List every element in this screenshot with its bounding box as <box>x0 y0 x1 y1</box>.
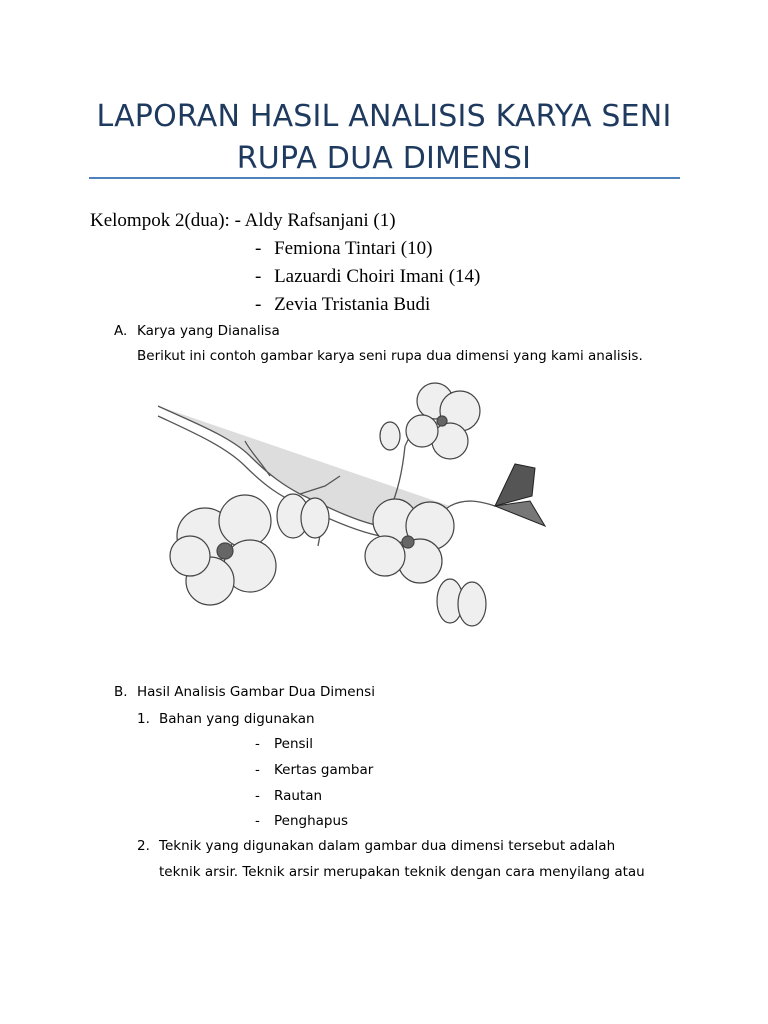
member-name: Femiona Tintari (10) <box>274 238 433 259</box>
member-name: Zevia Tristania Budi <box>274 294 431 315</box>
material-item: Kertas gambar <box>274 762 374 778</box>
member-dash: - <box>234 210 241 231</box>
item-1-number: 1. <box>137 711 150 727</box>
title-line-2: RUPA DUA DIMENSI <box>236 141 532 176</box>
list-dash: - <box>255 788 260 804</box>
member-dash: - <box>255 294 262 315</box>
member-dash: - <box>255 266 262 287</box>
member-line-2 <box>255 238 432 260</box>
member-dash: - <box>255 238 262 259</box>
item-2-text-line-2: teknik arsir. Teknik arsir merupakan teknik dengan cara menyilang atau <box>159 864 645 880</box>
member-line-1 <box>90 210 396 232</box>
list-dash: - <box>255 762 260 778</box>
flower-sketch-image <box>150 376 620 656</box>
list-dash: - <box>255 736 260 752</box>
list-dash: - <box>255 813 260 829</box>
member-name: Aldy Rafsanjani (1) <box>244 210 396 231</box>
member-line-3 <box>255 266 480 288</box>
cherry-blossom-drawing <box>150 376 620 656</box>
material-item: Pensil <box>274 736 314 752</box>
material-item: Penghapus <box>274 813 349 829</box>
title-line-1: LAPORAN HASIL ANALISIS KARYA SENI <box>96 99 672 134</box>
section-b-marker: B. <box>114 684 128 700</box>
section-b-heading: Hasil Analisis Gambar Dua Dimensi <box>137 684 375 700</box>
item-1-text: Bahan yang digunakan <box>159 711 315 727</box>
group-members <box>0 0 768 330</box>
item-2-text-line-1: Teknik yang digunakan dalam gambar dua dimensi tersebut adalah <box>159 838 616 854</box>
section-a-text: Berikut ini contoh gambar karya seni rupa dua dimensi yang kami analisis. <box>137 348 643 364</box>
member-name: Lazuardi Choiri Imani (14) <box>274 266 481 287</box>
item-2-number: 2. <box>137 838 150 854</box>
member-line-4 <box>255 294 430 316</box>
section-a-marker: A. <box>114 323 128 339</box>
material-item: Rautan <box>274 788 323 804</box>
group-label: Kelompok 2(dua): <box>90 210 230 231</box>
section-a-heading: Karya yang Dianalisa <box>137 323 280 339</box>
